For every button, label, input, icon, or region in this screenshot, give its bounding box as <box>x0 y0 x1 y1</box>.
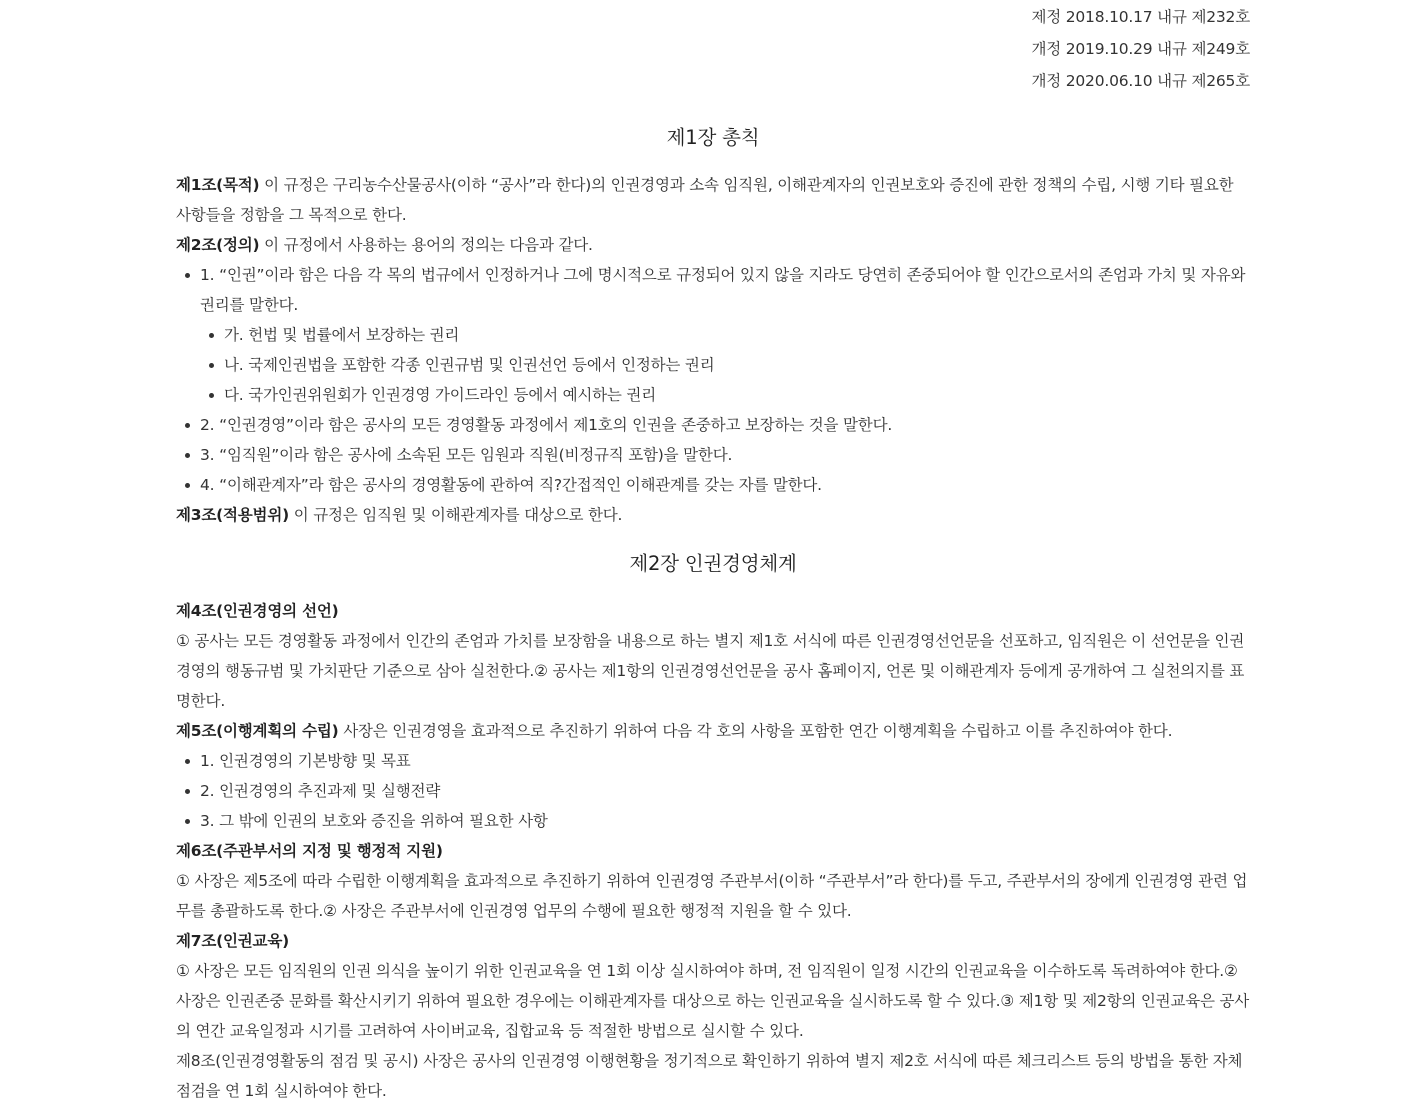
article-2-definitions <box>176 260 1250 320</box>
revision-history <box>176 0 1250 100</box>
human-rights-sources <box>176 320 1250 410</box>
list-item: 다. 국가인권위원회가 인권경영 가이드라인 등에서 예시하는 권리 <box>176 380 1250 410</box>
article-4-body: ① 공사는 모든 경영활동 과정에서 인간의 존엄과 가치를 보장함을 내용으로 하는 별지 제1호 서식에 따른 인권경영선언문을 선포하고, 임직원은 이 선언문을 인권경영의 행동규범 및 가치판단 기준으로 삼아 실천한다.② 공사는 제1항의 인권경영선언문을 공사 홈페이지, 언론 및 이해관계자 등에게 공개하여 그 실천의지를 표명한다. <box>176 632 1245 710</box>
article-1-text: 이 규정은 구리농수산물공사(이하 “공사”라 한다)의 인권경영과 소속 임직원, 이해관계자의 인권보호와 증진에 관한 정책의 수립, 시행 기타 필요한 사항들을 정함을 그 목적으로 한다. <box>176 176 1234 224</box>
article-2-text: 이 규정에서 사용하는 용어의 정의는 다음과 같다. <box>259 236 593 254</box>
article-6-body: ① 사장은 제5조에 따라 수립한 이행계획을 효과적으로 추진하기 위하여 인권경영 주관부서(이하 “주관부서”라 한다)를 두고, 주관부서의 장에게 인권경영 관련 업무를 총괄하도록 한다.② 사장은 주관부서에 인권경영 업무의 수행에 필요한 행정적 지원을 할 수 있다. <box>176 872 1248 920</box>
article-3-text: 이 규정은 임직원 및 이해관계자를 대상으로 한다. <box>289 506 623 524</box>
article-1 <box>176 170 1250 230</box>
article-5-heading: 제5조(이행계획의 수립) <box>176 722 339 740</box>
article-3 <box>176 500 1250 530</box>
chapter-1-title: 제1장 총칙 <box>666 126 760 149</box>
article-7-heading: 제7조(인권교육) <box>176 932 289 950</box>
article-4-heading: 제4조(인권경영의 선언) <box>176 602 339 620</box>
article-3-heading: 제3조(적용범위) <box>176 506 289 524</box>
list-item: 가. 헌법 및 법률에서 보장하는 권리 <box>176 320 1250 350</box>
article-5-items <box>176 746 1250 836</box>
history-enacted: 제정 2018.10.17 내규 제232호 <box>1031 8 1250 26</box>
definition-human-rights: 1. “인권”이라 함은 다음 각 목의 법규에서 인정하거나 그에 명시적으로 규정되어 있지 않을 지라도 당연히 존중되어야 할 인간으로서의 존엄과 가치 및 자유와 권리를 말한다. <box>176 260 1250 320</box>
definition-stakeholders: 4. “이해관계자”라 함은 공사의 경영활동에 관하여 직?간접적인 이해관계를 갖는 자를 말한다. <box>176 470 1250 500</box>
article-2-definitions-cont <box>176 410 1250 500</box>
article-5-text: 사장은 인권경영을 효과적으로 추진하기 위하여 다음 각 호의 사항을 포함한 연간 이행계획을 수립하고 이를 추진하여야 한다. <box>338 722 1173 740</box>
article-6-heading: 제6조(주관부서의 지정 및 행정적 지원) <box>176 842 443 860</box>
article-7-body: ① 사장은 모든 임직원의 인권 의식을 높이기 위한 인권교육을 연 1회 이상 실시하여야 하며, 전 임직원이 일정 시간의 인권교육을 이수하도록 독려하여야 한다.② 사장은 인권존중 문화를 확산시키기 위하여 필요한 경우에는 이해관계자를 대상으로 하는 인권교육을 실시하도록 할 수 있다.③ 제1항 및 제2항의 인권교육은 공사의 연간 교육일정과 시기를 고려하여 사이버교육, 집합교육 등 적절한 방법으로 실시할 수 있다. <box>176 962 1250 1040</box>
list-item: 2. 인권경영의 추진과제 및 실행전략 <box>176 776 1250 806</box>
list-item: 나. 국제인권법을 포함한 각종 인권규범 및 인권선언 등에서 인정하는 권리 <box>176 350 1250 380</box>
regulation-document <box>176 0 1250 1106</box>
article-1-heading: 제1조(목적) <box>176 176 260 194</box>
history-revision-2: 개정 2020.06.10 내규 제265호 <box>1031 72 1250 90</box>
history-revision-1: 개정 2019.10.29 내규 제249호 <box>1031 40 1250 58</box>
definition-human-rights-management: 2. “인권경영”이라 함은 공사의 모든 경영활동 과정에서 제1호의 인권을 존중하고 보장하는 것을 말한다. <box>176 410 1250 440</box>
chapter-2-title: 제2장 인권경영체계 <box>629 552 797 575</box>
article-5 <box>176 716 1250 746</box>
list-item: 1. 인권경영의 기본방향 및 목표 <box>176 746 1250 776</box>
list-item: 3. 그 밖에 인권의 보호와 증진을 위하여 필요한 사항 <box>176 806 1250 836</box>
article-8: 제8조(인권경영활동의 점검 및 공시) 사장은 공사의 인권경영 이행현황을 정기적으로 확인하기 위하여 별지 제2호 서식에 따른 체크리스트 등의 방법을 통한 자체 점검을 연 1회 실시하여야 한다. <box>176 1052 1243 1100</box>
definition-employees: 3. “임직원”이라 함은 공사에 소속된 모든 임원과 직원(비정규직 포함)을 말한다. <box>176 440 1250 470</box>
article-2-heading: 제2조(정의) <box>176 236 260 254</box>
article-2 <box>176 230 1250 260</box>
